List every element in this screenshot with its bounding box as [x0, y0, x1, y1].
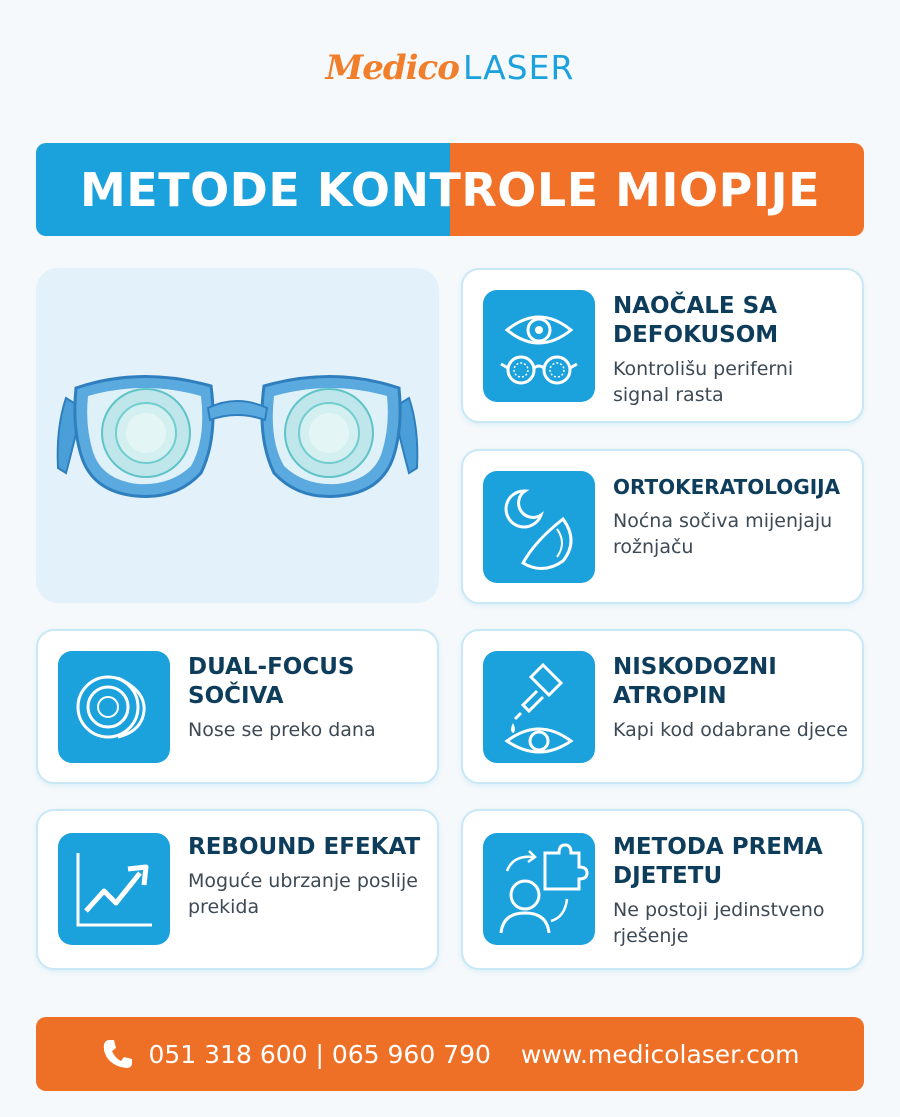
card-heading: NISKODOZNI ATROPIN	[613, 654, 777, 709]
brand-word: LASER	[462, 48, 575, 87]
hero-illustration	[36, 268, 439, 603]
card-heading: ORTOKERATOLOGIJA	[613, 475, 841, 499]
rising-chart-icon	[58, 833, 170, 945]
title-banner	[36, 143, 864, 236]
card-heading: NAOČALE SA DEFOKUSOM	[613, 293, 779, 348]
card-description: Ne postoji jedinstveno rješenje	[613, 899, 825, 947]
phone-numbers[interactable]: 051 318 600 | 065 960 790	[148, 1039, 491, 1069]
card-description: Nose se preko dana	[188, 719, 376, 741]
card-heading: REBOUND EFEKAT	[188, 834, 421, 860]
brand-script: Medico	[325, 48, 459, 88]
card-description: Kontrolišu periferni signal rasta	[613, 358, 794, 406]
eye-glasses-icon	[483, 290, 595, 402]
page-title: METODE KONTROLE MIOPIJE	[80, 162, 820, 217]
card-low-dose-atropine	[461, 629, 864, 784]
contact-lens-icon	[58, 651, 170, 763]
contact-bar	[36, 1017, 864, 1091]
card-description: Kapi kod odabrane djece	[613, 719, 848, 741]
card-dual-focus-lenses	[36, 629, 439, 784]
card-description: Noćna sočiva mijenjaju rožnjaču	[613, 510, 833, 558]
brand-logo	[0, 48, 900, 98]
card-defocus-glasses	[461, 268, 864, 423]
card-rebound-effect	[36, 809, 439, 970]
eye-drops-icon	[483, 651, 595, 763]
child-puzzle-icon	[483, 833, 595, 945]
card-description: Moguće ubrzanje poslije prekida	[188, 870, 418, 918]
card-heading: DUAL-FOCUS SOČIVA	[188, 654, 355, 709]
glasses-illustration	[36, 268, 439, 603]
website-link[interactable]: www.medicolaser.com	[520, 1039, 800, 1069]
moon-lens-icon	[483, 471, 595, 583]
card-orthokeratology	[461, 449, 864, 604]
phone-icon	[101, 1037, 135, 1071]
card-child-method	[461, 809, 864, 970]
card-heading: METODA PREMA DJETETU	[613, 834, 823, 889]
